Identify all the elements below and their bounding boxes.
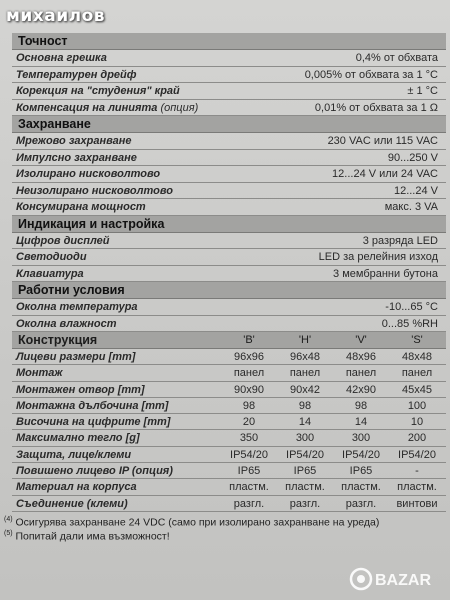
construction-label [16, 447, 131, 463]
spec-row [12, 50, 446, 67]
spec-row [12, 199, 446, 216]
spec-label-text: Компенсация на линията [16, 101, 158, 114]
spec-label: Околна температура [16, 301, 138, 313]
spec-label: Основна грешка [16, 52, 107, 64]
spec-row [12, 166, 446, 183]
spec-row [12, 150, 446, 167]
construction-cell: 90x42 [290, 383, 320, 396]
spec-label: Светодиоди [16, 251, 87, 263]
construction-cell: панел [401, 367, 433, 380]
construction-cell: IP54/20 [398, 448, 436, 461]
construction-row [12, 479, 446, 495]
bazar-logo [348, 566, 444, 592]
construction-label-text: Материал на корпуса [16, 481, 137, 494]
spec-label: Мрежово захранване [16, 135, 132, 147]
spec-label: Околна влажност [16, 317, 117, 330]
footnote-text: Осигурява захранване 24 VDC (само при изолирано захранване на уреда) [12, 516, 380, 529]
watermark: михаилов [6, 6, 106, 26]
construction-cell: 300 [351, 432, 371, 445]
construction-cell: 300 [295, 432, 315, 445]
spec-value: ± 1 °C [407, 85, 438, 97]
section-header-construction [12, 332, 446, 349]
option-note: (опция) [157, 101, 199, 114]
spec-row [12, 83, 446, 100]
construction-label [16, 463, 173, 479]
spec-value: LED за релейния изход [318, 251, 438, 263]
spec-row [12, 133, 446, 150]
construction-cell: пластм. [285, 481, 325, 494]
section-header-conditions: Работни условия [12, 282, 446, 299]
construction-row [12, 414, 446, 430]
construction-cell: панел [289, 367, 321, 380]
construction-label-text: Монтаж [16, 367, 63, 380]
construction-cell: IP65 [349, 465, 373, 478]
construction-rows [12, 349, 446, 512]
column-header-b: 'B' [243, 334, 255, 346]
construction-row [12, 496, 446, 512]
construction-cell: 45x45 [402, 383, 432, 396]
construction-label-text: Лицеви размери [mm] [16, 351, 136, 363]
construction-label-text: Повишено лицево IP [16, 465, 129, 478]
construction-cell: пластм. [341, 481, 381, 494]
spec-label: Изолирано нисковолтово [16, 168, 161, 180]
section-header-display: Индикация и настройка [12, 216, 446, 233]
logo-wordmark: BAZAR [375, 572, 431, 589]
construction-label [16, 479, 137, 495]
construction-cell: панел [345, 367, 377, 380]
construction-cell: разгл. [345, 497, 377, 510]
construction-cell: винтови [396, 497, 438, 510]
column-header-h: 'H' [298, 334, 312, 346]
construction-cell: IP54/20 [342, 448, 380, 461]
construction-cell: IP54/20 [230, 448, 268, 461]
column-header-s: 'S' [411, 334, 423, 346]
construction-cell: 48x96 [346, 351, 376, 363]
construction-label-text: Височина на цифрите [mm] [16, 416, 171, 429]
construction-cell: пластм. [397, 481, 437, 494]
spec-label: Импулсно захранване [16, 151, 137, 164]
spec-value: 0,4% от обхвата [355, 52, 438, 64]
spec-label: Неизолирано нисковолтово [16, 184, 173, 197]
spec-value: 90...250 V [387, 151, 438, 164]
construction-cell: 10 [410, 416, 424, 429]
spec-label: Клавиатура [16, 267, 84, 280]
construction-label-text: Монтажен отвор [mm] [16, 383, 145, 396]
spec-label: Температурен дрейф [16, 68, 137, 81]
construction-row [12, 365, 446, 381]
spec-row [12, 316, 446, 333]
spec-value: 3 мембранни бутона [333, 267, 438, 280]
spec-value: 0,005% от обхвата за 1 °C [304, 68, 438, 81]
spec-row [12, 233, 446, 250]
spec-row [12, 249, 446, 266]
construction-cell: 200 [407, 432, 427, 445]
spec-value: 3 разряда LED [362, 234, 438, 247]
construction-cell: 14 [298, 416, 312, 429]
construction-cell: 14 [354, 416, 368, 429]
construction-cell: 90x90 [234, 383, 264, 396]
construction-cell: 98 [354, 399, 368, 412]
spec-value: 12...24 V или 24 VAC [332, 168, 438, 180]
construction-row [12, 398, 446, 414]
spec-row [12, 67, 446, 84]
construction-cell: 98 [298, 399, 312, 412]
construction-label [16, 430, 140, 446]
spec-value: 0,01% от обхвата за 1 Ω [314, 101, 438, 114]
construction-label [16, 365, 63, 381]
construction-label [16, 398, 168, 414]
construction-cell: пластм. [229, 481, 269, 494]
construction-cell: 20 [242, 416, 256, 429]
spec-value: 230 VAC или 115 VAC [327, 135, 438, 147]
footnote [4, 530, 170, 543]
footnote-mark: (4) [4, 516, 13, 523]
column-header-v: 'V' [355, 334, 367, 346]
construction-label [16, 496, 128, 512]
construction-cell: IP65 [293, 465, 317, 478]
construction-title: Конструкция [18, 333, 98, 347]
construction-cell: 98 [242, 399, 256, 412]
spec-table [12, 33, 446, 512]
construction-label [16, 349, 135, 365]
footnote [4, 516, 379, 529]
construction-cell: 96x48 [290, 351, 320, 363]
construction-label-text: Монтажна дълбочина [mm] [16, 399, 169, 412]
spec-value: 0...85 %RH [381, 317, 438, 330]
construction-cell: 100 [407, 399, 427, 412]
spec-row [12, 266, 446, 283]
option-note: (опция) [128, 465, 173, 478]
spec-label [16, 100, 198, 117]
construction-cell: 48x48 [402, 351, 432, 363]
construction-cell: 96x96 [234, 351, 264, 363]
footnote-text: Попитай дали има възможност! [12, 530, 170, 543]
construction-cell: разгл. [233, 497, 265, 510]
spec-value: 12...24 V [393, 184, 438, 197]
footnote-mark: (5) [4, 530, 13, 537]
construction-cell: IP54/20 [286, 448, 324, 461]
construction-cell: 42x90 [346, 383, 376, 396]
construction-row [12, 382, 446, 398]
construction-cell: разгл. [289, 497, 321, 510]
construction-cell: 350 [239, 432, 259, 445]
construction-label-text: Защита, лице/клеми [16, 448, 132, 461]
section-header-accuracy: Точност [12, 33, 446, 50]
construction-cell: - [415, 465, 419, 478]
spec-row [12, 183, 446, 200]
construction-cell: IP65 [237, 465, 261, 478]
spec-value: -10...65 °C [385, 301, 438, 313]
construction-row [12, 447, 446, 463]
spec-value: макс. 3 VA [384, 201, 438, 213]
construction-label-text: Съединение (клеми) [16, 497, 128, 510]
construction-row [12, 430, 446, 446]
construction-label [16, 382, 145, 398]
spec-label: Цифров дисплей [16, 234, 110, 247]
spec-row [12, 299, 446, 316]
construction-cell: панел [233, 367, 265, 380]
construction-row [12, 463, 446, 479]
spec-row [12, 100, 446, 117]
construction-row [12, 349, 446, 365]
spec-label: Корекция на "студения" край [16, 85, 180, 97]
construction-label [16, 414, 170, 430]
section-header-power: Захранване [12, 116, 446, 133]
construction-label-text: Максимално тегло [g] [16, 432, 140, 445]
spec-label: Консумирана мощност [16, 201, 146, 213]
